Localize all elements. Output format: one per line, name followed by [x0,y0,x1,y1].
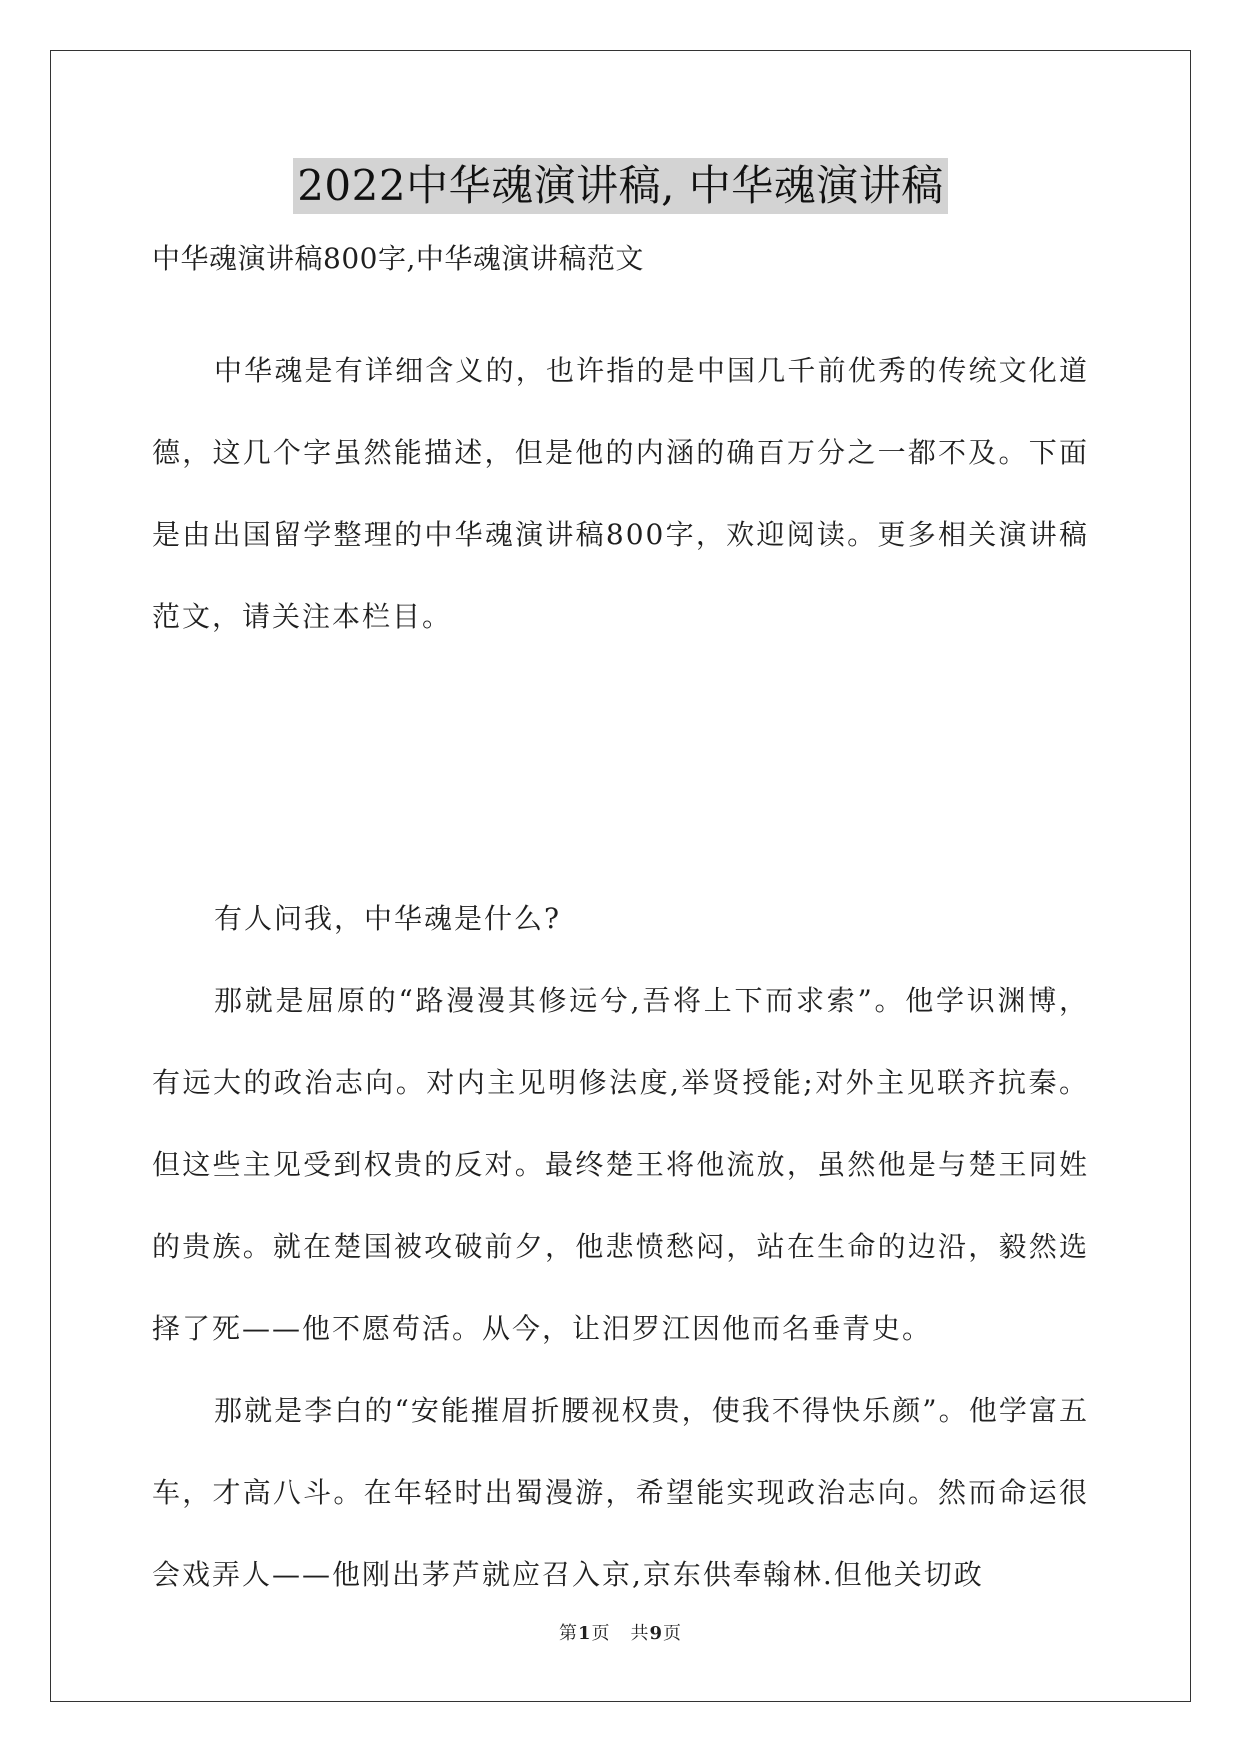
paragraph-question: 有人问我，中华魂是什么? [214,902,562,935]
page-prefix: 第 [558,1623,578,1644]
page-total: 9 [649,1623,664,1644]
main-section [152,878,1089,1616]
document-subtitle: 中华魂演讲稿800字,中华魂演讲稿范文 [152,242,644,275]
page-footer [0,1619,1241,1645]
paragraph-libai: 那就是李白的“安能摧眉折腰视权贵，使我不得快乐颜”。他学富五车，才高八斗。在年轻时出蜀漫游，希望能实现政治志向。然而命运很会戏弄人——他刚出茅芦就应召入京,京东供奉翰林.但他关切政 [152,1394,1089,1591]
paragraph-quyuan: 那就是屈原的“路漫漫其修远兮,吾将上下而求索”。他学识渊博，有远大的政治志向。对内主见明修法度,举贤授能;对外主见联齐抗秦。但这些主见受到权贵的反对。最终楚王将他流放，虽然他是与楚王同姓的贵族。就在楚国被攻破前夕，他悲愤愁闷，站在生命的边沿，毅然选择了死——他不愿苟活。从今，让汨罗江因他而名垂青史。 [152,984,1089,1345]
document-title: 2022中华魂演讲稿, 中华魂演讲稿 [293,158,948,214]
total-prefix: 共 [630,1623,650,1644]
intro-section [152,330,1089,658]
title-wrapper [0,158,1241,214]
total-suffix: 页 [663,1623,683,1644]
page-current: 1 [577,1623,592,1644]
page-suffix: 页 [591,1623,611,1644]
intro-paragraph: 中华魂是有详细含义的，也许指的是中国几千前优秀的传统文化道德，这几个字虽然能描述，但是他的内涵的确百万分之一都不及。下面是由出国留学整理的中华魂演讲稿800字，欢迎阅读。更多相关演讲稿范文，请关注本栏目。 [152,354,1089,633]
